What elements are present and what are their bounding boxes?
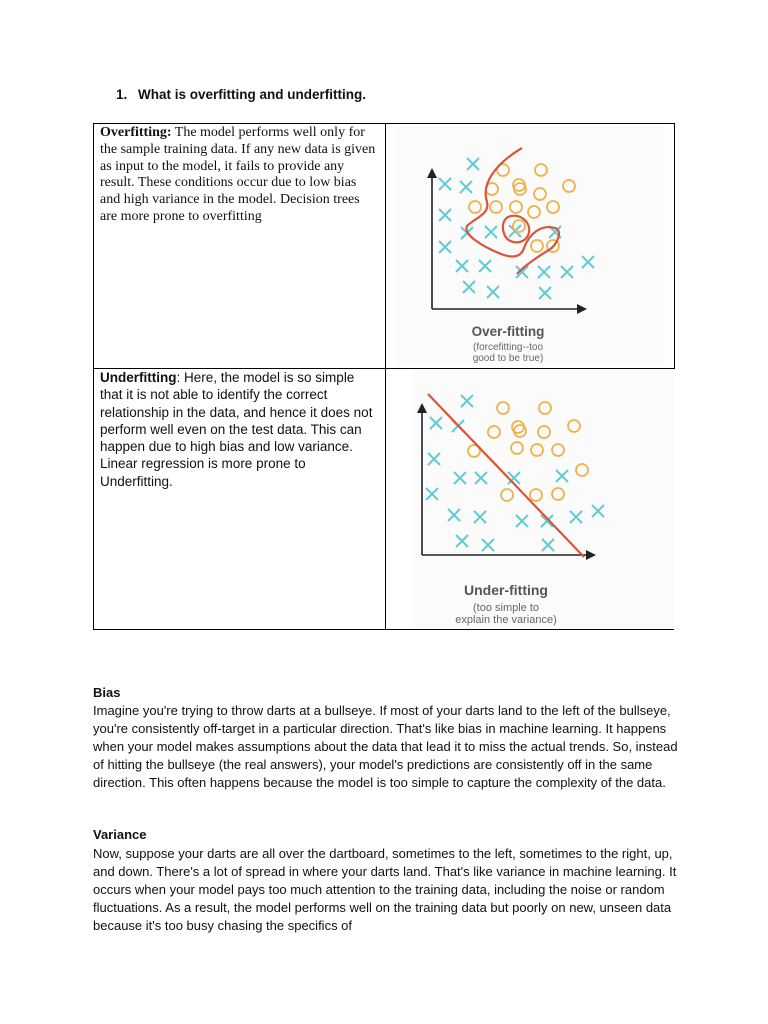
underfitting-term: Underfitting bbox=[100, 370, 177, 385]
bias-title: Bias bbox=[93, 685, 121, 700]
question-heading bbox=[116, 87, 366, 102]
underfitting-definition bbox=[100, 369, 380, 490]
overfitting-description: The model performs well only for the sample training data. If any new data is given as input to the model, it fails to provide any result. These conditions occur due to low bias and high variance in the model. Decision trees are more prone to overfitting bbox=[100, 125, 376, 224]
overfitting-caption-title: Over-fitting bbox=[471, 324, 545, 339]
overfitting-definition bbox=[100, 125, 380, 226]
overfitting-figure bbox=[395, 126, 665, 366]
underfitting-description: : Here, the model is so simple that it is not able to identify the correct relationship in the data, and hence it does not perform well even on the test data. This can happen due to high bias and low variance. Linear regression is more prone to Underfitting. bbox=[100, 370, 373, 489]
question-number: 1. bbox=[116, 87, 128, 102]
bias-paragraph: Imagine you're trying to throw darts at a bullseye. If most of your darts land to the left of the bullseye, you're consistently off-target in a particular direction. That's like bias in machine learning. It happens when your model makes assumptions about the data that lead it to miss the actual trends. So, instead of hitting the bullseye (the real answers), your model's predictions are consistently off in the same direction. This often happens because the model is too simple to capture the complexity of the data. bbox=[93, 703, 678, 790]
underfitting-caption-title: Under-fitting bbox=[464, 582, 548, 598]
question-text: What is overfitting and underfitting. bbox=[138, 87, 366, 102]
variance-title: Variance bbox=[93, 827, 147, 842]
overfitting-caption-line1: (forcefitting--too bbox=[472, 342, 544, 353]
underfitting-caption-line2: explain the variance) bbox=[455, 614, 557, 626]
underfitting-figure bbox=[412, 370, 674, 628]
overfitting-caption-line2: good to be true) bbox=[472, 353, 544, 364]
underfitting-caption-line1: (too simple to bbox=[472, 602, 540, 614]
overfitting-term: Overfitting: bbox=[100, 125, 172, 140]
variance-paragraph: Now, suppose your darts are all over the dartboard, sometimes to the left, sometimes to the right, up, and down. There's a lot of spread in where your darts land. That's like variance in machine learning. It occurs when your model pays too much attention to the training data, including the noise or random fluctuations. As a result, the model performs well on the training data but poorly on new, unseen data because it's too busy chasing the specifics of bbox=[93, 846, 677, 933]
